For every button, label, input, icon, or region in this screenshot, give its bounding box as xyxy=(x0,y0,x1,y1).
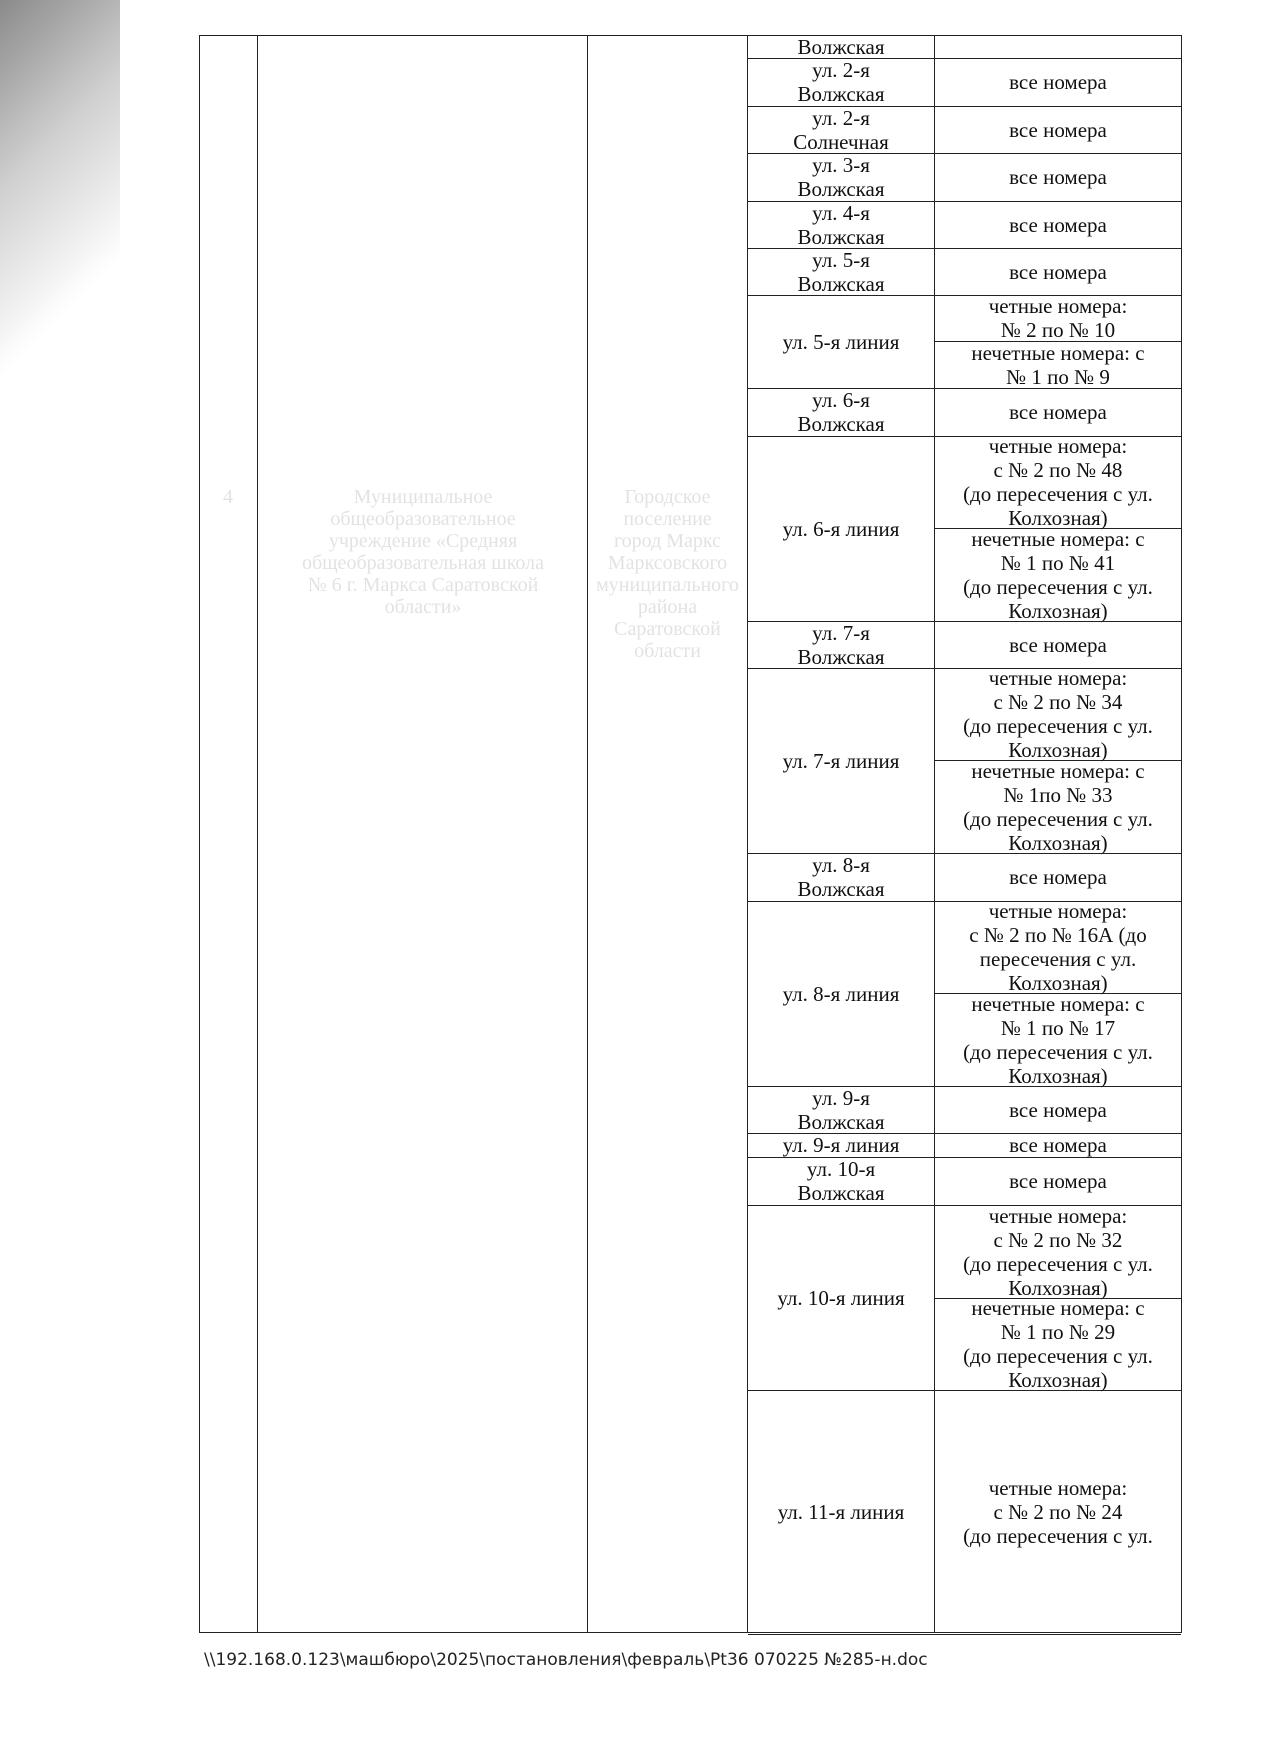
street-name-cell: ул. 10-я линия xyxy=(777,1285,905,1310)
street-name-cell: ул. 2-я Волжская xyxy=(797,58,885,106)
house-numbers-cell: нечетные номера: с № 1 по № 9 xyxy=(971,340,1145,389)
street-rows xyxy=(748,36,1181,1632)
street-name-cell: Волжская xyxy=(797,35,885,59)
street-name-cell: ул. 5-я линия xyxy=(782,329,900,354)
street-name-cell: ул. 11-я линия xyxy=(777,1500,905,1524)
column-divider xyxy=(257,36,258,1632)
house-numbers-cell: все номера xyxy=(1009,117,1107,142)
house-numbers-cell: все номера xyxy=(1009,1133,1107,1157)
house-numbers-cell: нечетные номера: с № 1 по № 41 (до пересечения с ул. Колхозная) xyxy=(963,526,1153,623)
house-numbers-cell: четные номера: с № 2 по № 34 (до пересечения с ул. Колхозная) xyxy=(963,666,1153,762)
house-numbers-cell: четные номера: с № 2 по № 16А (до пересечения с ул. Колхозная) xyxy=(969,899,1147,995)
house-numbers-cell: четные номера: с № 2 по № 32 (до пересечения с ул. Колхозная) xyxy=(963,1203,1153,1300)
house-numbers-cell: все номера xyxy=(1009,400,1107,424)
street-name-cell: ул. 8-я линия xyxy=(782,981,900,1006)
street-name-cell: ул. 8-я Волжская xyxy=(797,853,885,901)
address-table xyxy=(199,35,1182,1633)
document-file-path: \\192.168.0.123\машбюро\2025\постановления\февраль\Pt36 070225 №285-н.doc xyxy=(204,1650,928,1670)
street-name-cell: ул. 3-я Волжская xyxy=(797,153,885,201)
bleed-through-institution-text: Муниципальное общеобразовательное учреждение «Средняя общеобразовательная школа № 6 г. Маркса Саратовской области» xyxy=(301,486,545,618)
street-name-cell: ул. 4-я Волжская xyxy=(797,200,885,249)
street-name-cell: ул. 9-я Волжская xyxy=(797,1085,885,1134)
house-numbers-cell: четные номера: № 2 по № 10 xyxy=(988,294,1128,342)
house-numbers-cell: четные номера: с № 2 по № 48 (до пересечения с ул. Колхозная) xyxy=(963,434,1153,530)
street-name-cell: ул. 6-я Волжская xyxy=(797,388,885,436)
column-divider xyxy=(587,36,588,1632)
bleed-through-row-number: 4 xyxy=(223,486,233,508)
house-numbers-cell: все номера xyxy=(1009,632,1107,657)
house-numbers-cell: все номера xyxy=(1009,1169,1107,1193)
house-numbers-cell: все номера xyxy=(1009,865,1107,889)
street-name-cell: ул. 6-я линия xyxy=(782,516,900,541)
street-name-cell: ул. 7-я линия xyxy=(782,748,900,773)
bleed-through-territory-text: Городское поселение город Маркс Марксовского муниципального района Саратовской области xyxy=(596,486,739,662)
house-numbers-cell: нечетные номера: с № 1 по № 29 (до пересечения с ул. Колхозная) xyxy=(963,1296,1153,1392)
street-name-cell: ул. 2-я Солнечная xyxy=(793,105,889,154)
house-numbers-cell: все номера xyxy=(1009,1097,1107,1122)
house-numbers-cell: все номера xyxy=(1009,259,1107,284)
house-numbers-cell: четные номера: с № 2 по № 24 (до пересечения с ул. xyxy=(963,1476,1153,1548)
house-numbers-cell: нечетные номера: с № 1по № 33 (до пересечения с ул. Колхозная) xyxy=(963,758,1153,855)
house-numbers-cell: все номера xyxy=(1009,165,1107,189)
street-name-cell: ул. 10-я Волжская xyxy=(797,1157,885,1205)
house-numbers-cell: все номера xyxy=(1009,70,1107,94)
scan-edge-shadow xyxy=(0,0,120,420)
street-name-cell: ул. 5-я Волжская xyxy=(797,247,885,296)
house-numbers-cell xyxy=(935,36,1181,58)
row-divider xyxy=(935,1634,1181,1635)
row-divider xyxy=(748,1634,935,1635)
house-numbers-cell: нечетные номера: с № 1 по № 17 (до пересечения с ул. Колхозная) xyxy=(963,991,1153,1088)
street-name-cell: ул. 9-я линия xyxy=(782,1133,900,1157)
street-name-cell: ул. 7-я Волжская xyxy=(797,620,885,669)
house-numbers-cell: все номера xyxy=(1009,212,1107,237)
